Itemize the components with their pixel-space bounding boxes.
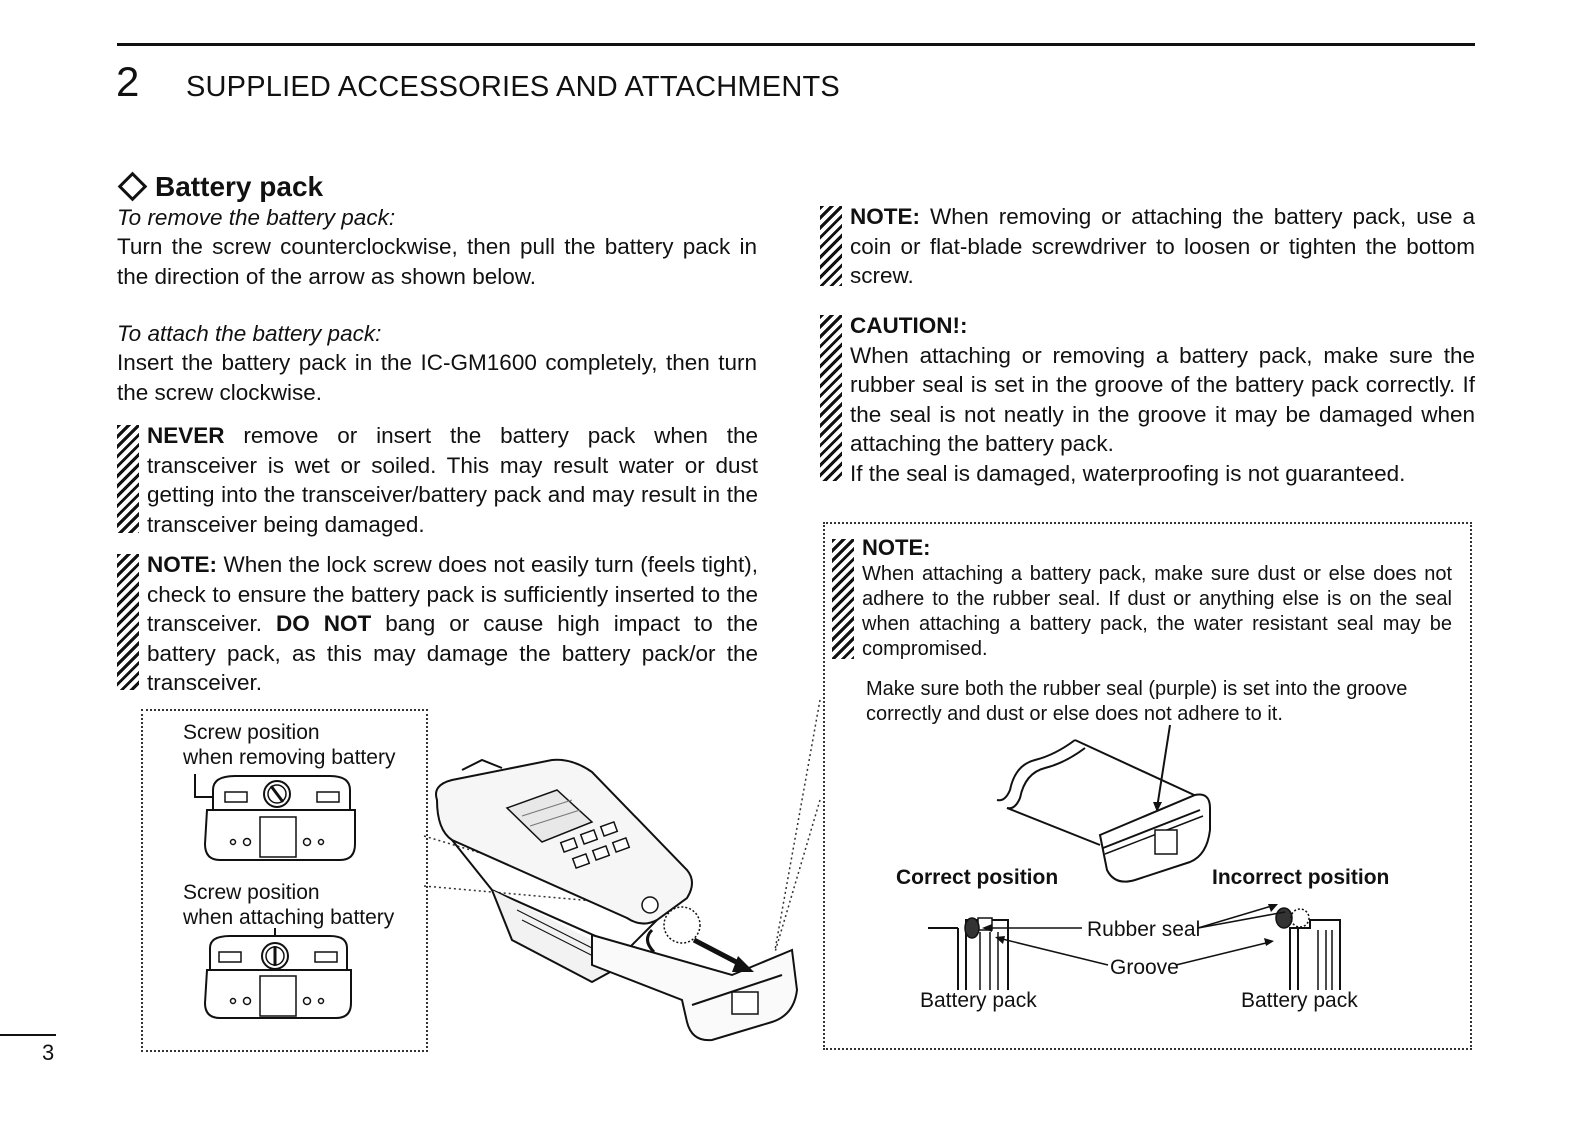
screwdriver-note xyxy=(820,202,1475,292)
correct-position-label: Correct position xyxy=(896,866,1059,889)
never-text: remove or insert the battery pack when the transceiver is wet or soiled. This may result water or dust getting into the transceiver/battery pack and may result in the transceiver being damaged. xyxy=(147,423,758,537)
battery-bottom-remove-illustration xyxy=(195,762,355,872)
warning-hatch-icon xyxy=(117,425,139,533)
screw-remove-label-2: when removing battery xyxy=(183,746,396,769)
caution-hatch-icon xyxy=(820,315,842,481)
section-title xyxy=(116,170,323,204)
remove-heading: To remove the battery pack: xyxy=(117,205,396,230)
header-rule xyxy=(117,43,1475,46)
caution-text xyxy=(850,311,1475,488)
groove-label: Groove xyxy=(1110,956,1179,979)
note-hatch-icon xyxy=(820,206,842,286)
attach-heading: To attach the battery pack: xyxy=(117,321,382,346)
footer-rule xyxy=(0,1034,56,1036)
dust-note xyxy=(832,535,1452,665)
box-note-text: When attaching a battery pack, make sure dust or else does not adhere to the rubber seal. If dust or anything else is on the seal when attaching a battery pack, the water resistant seal may be compromised. xyxy=(862,563,1452,660)
box-note-bold: NOTE: xyxy=(862,535,931,560)
caution-bold: CAUTION!: xyxy=(850,313,968,338)
lock-screw-note-text xyxy=(147,550,758,698)
caution-text-2: If the seal is damaged, waterproofing is not guaranteed. xyxy=(850,460,1406,486)
screw-remove-label-1: Screw position xyxy=(183,721,320,744)
attach-text: Insert the battery pack in the IC-GM1600 completely, then turn the screw clockwise. xyxy=(117,350,757,405)
never-warning xyxy=(117,421,758,541)
do-not-bold: DO NOT xyxy=(276,611,372,636)
note-hatch-icon xyxy=(832,539,854,659)
battery-bottom-attach-illustration xyxy=(205,928,355,1038)
note-bold: NOTE: xyxy=(147,552,217,577)
diamond-icon xyxy=(118,172,148,202)
incorrect-position-label: Incorrect position xyxy=(1212,866,1390,889)
note1-text: When removing or attaching the battery pack, use a coin or flat-blade screwdriver to loosen or tighten the bottom screw. xyxy=(850,204,1475,288)
screw-attach-label-2: when attaching battery xyxy=(183,906,395,929)
dust-note-text xyxy=(862,535,1452,662)
rubber-seal-label: Rubber seal xyxy=(1087,918,1201,941)
section-title-text: Battery pack xyxy=(155,171,324,202)
screw-attach-label-1: Screw position xyxy=(183,881,320,904)
note-text-1: When the lock screw does not easily turn (feels tight), check to ensure the battery pack is sufficiently inserted to the transceiver. xyxy=(147,552,758,636)
screwdriver-note-text xyxy=(850,202,1475,291)
never-warning-text xyxy=(147,421,758,539)
caution-text-1: When attaching or removing a battery pack, make sure the rubber seal is set in the groove of the battery pack correctly. If the seal is not neatly in the groove it may be damaged when attaching the battery pack. xyxy=(850,342,1475,456)
remove-text: Turn the screw counterclockwise, then pull the battery pack in the direction of the arrow as shown below. xyxy=(117,234,757,289)
seal-instruction: Make sure both the rubber seal (purple) is set into the groove correctly and dust or else does not adhere to it. xyxy=(866,678,1408,725)
note1-bold: NOTE: xyxy=(850,204,920,229)
never-bold: NEVER xyxy=(147,423,225,448)
note-hatch-icon xyxy=(117,554,139,690)
leader-lines xyxy=(970,900,1290,980)
transceiver-illustration xyxy=(432,760,812,1040)
battery-pack-label-left: Battery pack xyxy=(920,989,1037,1012)
chapter-title: SUPPLIED ACCESSORIES AND ATTACHMENTS xyxy=(186,71,840,103)
note-text-2: bang or cause high impact to the battery pack, as this may damage the battery pack/or the transceiver. xyxy=(147,611,758,695)
chapter-number: 2 xyxy=(116,58,140,105)
battery-pack-label-right: Battery pack xyxy=(1241,989,1358,1012)
page-number: 3 xyxy=(42,1040,55,1065)
caution-warning xyxy=(820,311,1475,491)
lock-screw-note xyxy=(117,550,758,700)
